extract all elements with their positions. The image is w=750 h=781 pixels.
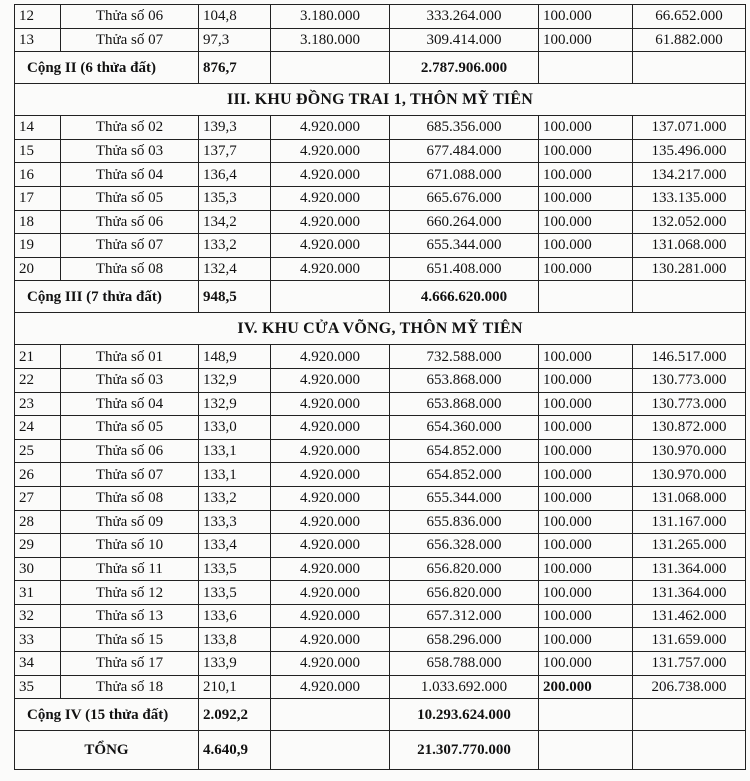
unit-price-cell: 4.920.000 [271,257,390,281]
total-price-cell: 660.264.000 [390,210,539,234]
table-row [15,368,746,392]
empty-cell [271,281,390,313]
fee-cell: 100.000 [539,557,633,581]
deposit-cell: 133.135.000 [633,186,746,210]
unit-price-cell: 4.920.000 [271,392,390,416]
empty-cell [633,281,746,313]
fee-cell: 100.000 [539,368,633,392]
empty-cell [271,699,390,731]
plot-name-cell: Thửa số 08 [61,486,199,510]
unit-price-cell: 4.920.000 [271,210,390,234]
stt-cell: 23 [15,392,61,416]
deposit-cell: 131.364.000 [633,557,746,581]
area-cell: 132,9 [199,392,271,416]
area-cell: 134,2 [199,210,271,234]
subtotal-label: Cộng IV (15 thửa đất) [15,699,199,731]
area-cell: 133,4 [199,534,271,558]
area-cell: 133,5 [199,557,271,581]
area-cell: 133,8 [199,628,271,652]
unit-price-cell: 4.920.000 [271,486,390,510]
area-cell: 133,6 [199,604,271,628]
grand-total-area: 4.640,9 [199,731,271,770]
deposit-cell: 130.773.000 [633,392,746,416]
unit-price-cell: 4.920.000 [271,139,390,163]
stt-cell: 34 [15,652,61,676]
subtotal-total: 4.666.620.000 [390,281,539,313]
subtotal-label: Cộng II (6 thửa đất) [15,52,199,84]
stt-cell: 13 [15,28,61,52]
area-cell: 133,3 [199,510,271,534]
empty-cell [539,281,633,313]
fee-cell: 100.000 [539,163,633,187]
section-header-3 [15,84,746,116]
unit-price-cell: 4.920.000 [271,368,390,392]
fee-cell: 100.000 [539,345,633,369]
unit-price-cell: 4.920.000 [271,581,390,605]
unit-price-cell: 4.920.000 [271,604,390,628]
subtotal-row-4 [15,699,746,731]
empty-cell [539,52,633,84]
empty-cell [539,699,633,731]
table-row [15,510,746,534]
plot-name-cell: Thửa số 09 [61,510,199,534]
total-price-cell: 657.312.000 [390,604,539,628]
plot-name-cell: Thửa số 07 [61,28,199,52]
group-3-body [15,116,746,281]
plot-name-cell: Thửa số 17 [61,652,199,676]
empty-cell [633,731,746,770]
table-row [15,345,746,369]
total-price-cell: 685.356.000 [390,116,539,140]
subtotal-row-2 [15,52,746,84]
total-price-cell: 1.033.692.000 [390,675,539,699]
unit-price-cell: 4.920.000 [271,510,390,534]
table-row [15,486,746,510]
fee-cell: 100.000 [539,210,633,234]
area-cell: 133,2 [199,486,271,510]
deposit-cell: 130.281.000 [633,257,746,281]
total-price-cell: 654.852.000 [390,439,539,463]
plot-name-cell: Thửa số 01 [61,345,199,369]
stt-cell: 22 [15,368,61,392]
stt-cell: 35 [15,675,61,699]
area-cell: 133,0 [199,416,271,440]
total-price-cell: 653.868.000 [390,368,539,392]
table-row [15,139,746,163]
deposit-cell: 131.068.000 [633,234,746,258]
subtotal-label: Cộng III (7 thửa đất) [15,281,199,313]
grand-total-label: TỔNG [15,731,199,770]
area-cell: 133,5 [199,581,271,605]
table-row [15,439,746,463]
total-price-cell: 333.264.000 [390,5,539,29]
plot-name-cell: Thửa số 11 [61,557,199,581]
unit-price-cell: 4.920.000 [271,186,390,210]
fee-cell: 100.000 [539,416,633,440]
unit-price-cell: 4.920.000 [271,463,390,487]
plot-name-cell: Thửa số 04 [61,163,199,187]
deposit-cell: 132.052.000 [633,210,746,234]
total-price-cell: 677.484.000 [390,139,539,163]
stt-cell: 14 [15,116,61,140]
area-cell: 136,4 [199,163,271,187]
plot-name-cell: Thửa số 06 [61,210,199,234]
table-row [15,28,746,52]
fee-cell: 100.000 [539,463,633,487]
stt-cell: 21 [15,345,61,369]
area-cell: 210,1 [199,675,271,699]
fee-cell: 100.000 [539,604,633,628]
deposit-cell: 146.517.000 [633,345,746,369]
plot-name-cell: Thửa số 05 [61,186,199,210]
table-row [15,652,746,676]
unit-price-cell: 4.920.000 [271,116,390,140]
plot-name-cell: Thửa số 18 [61,675,199,699]
table-row [15,392,746,416]
fee-cell: 100.000 [539,628,633,652]
land-plot-table [14,4,746,770]
stt-cell: 18 [15,210,61,234]
deposit-cell: 130.773.000 [633,368,746,392]
total-price-cell: 658.788.000 [390,652,539,676]
total-price-cell: 309.414.000 [390,28,539,52]
deposit-cell: 206.738.000 [633,675,746,699]
fee-cell: 100.000 [539,534,633,558]
stt-cell: 19 [15,234,61,258]
subtotal-row-3 [15,281,746,313]
table-row [15,416,746,440]
stt-cell: 31 [15,581,61,605]
plot-name-cell: Thửa số 05 [61,416,199,440]
fee-cell: 100.000 [539,392,633,416]
unit-price-cell: 4.920.000 [271,163,390,187]
grand-total-amount: 21.307.770.000 [390,731,539,770]
deposit-cell: 131.068.000 [633,486,746,510]
deposit-cell: 131.757.000 [633,652,746,676]
deposit-cell: 130.970.000 [633,439,746,463]
empty-cell [271,731,390,770]
area-cell: 135,3 [199,186,271,210]
subtotal-total: 10.293.624.000 [390,699,539,731]
unit-price-cell: 4.920.000 [271,416,390,440]
unit-price-cell: 4.920.000 [271,557,390,581]
plot-name-cell: Thửa số 12 [61,581,199,605]
total-price-cell: 655.344.000 [390,234,539,258]
empty-cell [633,52,746,84]
table-row [15,234,746,258]
total-price-cell: 671.088.000 [390,163,539,187]
fee-cell: 100.000 [539,510,633,534]
plot-name-cell: Thửa số 03 [61,368,199,392]
deposit-cell: 130.872.000 [633,416,746,440]
area-cell: 133,2 [199,234,271,258]
section-title: III. KHU ĐỒNG TRAI 1, THÔN MỸ TIÊN [15,84,746,116]
table-row [15,581,746,605]
plot-name-cell: Thửa số 02 [61,116,199,140]
total-price-cell: 654.852.000 [390,463,539,487]
plot-name-cell: Thửa số 08 [61,257,199,281]
subtotal-total: 2.787.906.000 [390,52,539,84]
stt-cell: 28 [15,510,61,534]
table-row [15,534,746,558]
unit-price-cell: 4.920.000 [271,234,390,258]
area-cell: 104,8 [199,5,271,29]
table-body [15,5,746,116]
group-4-body [15,345,746,699]
deposit-cell: 134.217.000 [633,163,746,187]
plot-name-cell: Thửa số 06 [61,5,199,29]
fee-cell: 200.000 [539,675,633,699]
deposit-cell: 131.462.000 [633,604,746,628]
section-header-4 [15,313,746,345]
fee-cell: 100.000 [539,5,633,29]
empty-cell [539,731,633,770]
area-cell: 148,9 [199,345,271,369]
total-price-cell: 655.836.000 [390,510,539,534]
plot-name-cell: Thửa số 07 [61,234,199,258]
total-price-cell: 656.820.000 [390,557,539,581]
section-title: IV. KHU CỬA VÕNG, THÔN MỸ TIÊN [15,313,746,345]
total-price-cell: 656.820.000 [390,581,539,605]
deposit-cell: 66.652.000 [633,5,746,29]
empty-cell [633,699,746,731]
area-cell: 139,3 [199,116,271,140]
area-cell: 133,1 [199,463,271,487]
deposit-cell: 131.167.000 [633,510,746,534]
stt-cell: 27 [15,486,61,510]
unit-price-cell: 4.920.000 [271,439,390,463]
stt-cell: 25 [15,439,61,463]
stt-cell: 12 [15,5,61,29]
table-row [15,257,746,281]
unit-price-cell: 4.920.000 [271,345,390,369]
table-row [15,163,746,187]
plot-name-cell: Thửa số 15 [61,628,199,652]
table-row [15,463,746,487]
total-price-cell: 655.344.000 [390,486,539,510]
plot-name-cell: Thửa số 07 [61,463,199,487]
stt-cell: 26 [15,463,61,487]
fee-cell: 100.000 [539,28,633,52]
table-row [15,675,746,699]
empty-cell [271,52,390,84]
totals-body [15,699,746,770]
total-price-cell: 658.296.000 [390,628,539,652]
area-cell: 132,9 [199,368,271,392]
table-row [15,604,746,628]
deposit-cell: 131.364.000 [633,581,746,605]
area-cell: 137,7 [199,139,271,163]
table-row [15,210,746,234]
unit-price-cell: 4.920.000 [271,628,390,652]
table-row [15,557,746,581]
plot-name-cell: Thửa số 03 [61,139,199,163]
total-price-cell: 665.676.000 [390,186,539,210]
deposit-cell: 61.882.000 [633,28,746,52]
stt-cell: 29 [15,534,61,558]
total-price-cell: 656.328.000 [390,534,539,558]
unit-price-cell: 4.920.000 [271,675,390,699]
stt-cell: 24 [15,416,61,440]
plot-name-cell: Thửa số 04 [61,392,199,416]
fee-cell: 100.000 [539,486,633,510]
fee-cell: 100.000 [539,234,633,258]
stt-cell: 16 [15,163,61,187]
total-price-cell: 653.868.000 [390,392,539,416]
area-cell: 133,9 [199,652,271,676]
plot-name-cell: Thửa số 06 [61,439,199,463]
area-cell: 132,4 [199,257,271,281]
unit-price-cell: 3.180.000 [271,28,390,52]
fee-cell: 100.000 [539,139,633,163]
stt-cell: 30 [15,557,61,581]
stt-cell: 17 [15,186,61,210]
total-price-cell: 732.588.000 [390,345,539,369]
deposit-cell: 135.496.000 [633,139,746,163]
fee-cell: 100.000 [539,257,633,281]
fee-cell: 100.000 [539,652,633,676]
stt-cell: 32 [15,604,61,628]
subtotal-area: 876,7 [199,52,271,84]
deposit-cell: 137.071.000 [633,116,746,140]
unit-price-cell: 4.920.000 [271,534,390,558]
table-row [15,5,746,29]
table-row [15,186,746,210]
stt-cell: 33 [15,628,61,652]
area-cell: 133,1 [199,439,271,463]
deposit-cell: 130.970.000 [633,463,746,487]
table-row [15,628,746,652]
deposit-cell: 131.265.000 [633,534,746,558]
plot-name-cell: Thửa số 10 [61,534,199,558]
subtotal-area: 948,5 [199,281,271,313]
deposit-cell: 131.659.000 [633,628,746,652]
unit-price-cell: 4.920.000 [271,652,390,676]
fee-cell: 100.000 [539,186,633,210]
fee-cell: 100.000 [539,581,633,605]
total-price-cell: 651.408.000 [390,257,539,281]
total-price-cell: 654.360.000 [390,416,539,440]
stt-cell: 20 [15,257,61,281]
plot-name-cell: Thửa số 13 [61,604,199,628]
subtotal-3-body [15,281,746,345]
table-row [15,116,746,140]
fee-cell: 100.000 [539,116,633,140]
stt-cell: 15 [15,139,61,163]
subtotal-area: 2.092,2 [199,699,271,731]
unit-price-cell: 3.180.000 [271,5,390,29]
fee-cell: 100.000 [539,439,633,463]
grand-total-row [15,731,746,770]
area-cell: 97,3 [199,28,271,52]
